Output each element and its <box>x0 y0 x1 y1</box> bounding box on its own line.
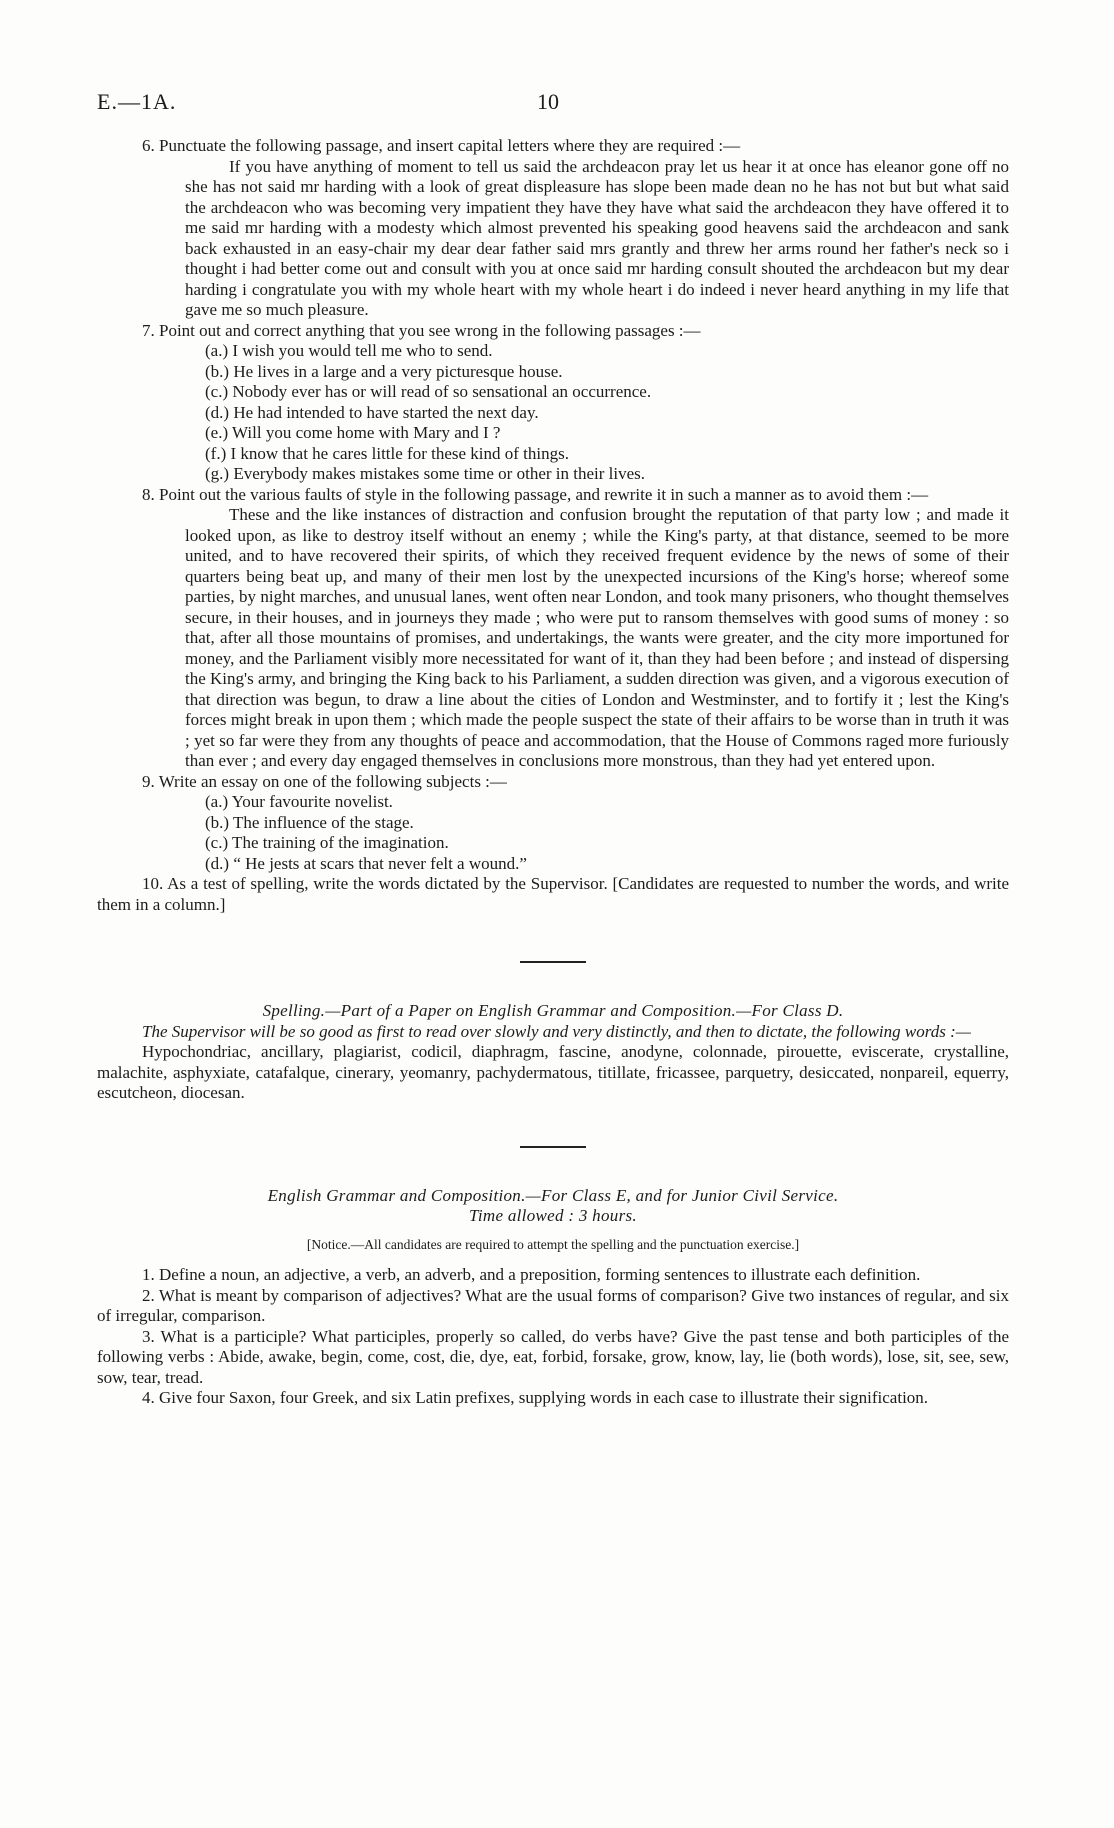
question-7-item-f: (f.) I know that he cares little for these kind of things. <box>205 443 569 463</box>
question-9-item-b: (b.) The influence of the stage. <box>205 812 414 832</box>
class-e-section-title: English Grammar and Composition.—For Class E, and for Junior Civil Service. <box>267 1185 839 1205</box>
question-9-item-d: (d.) “ He jests at scars that never felt a wound.” <box>205 853 527 873</box>
spelling-word-list: Hypochondriac, ancillary, plagiarist, codicil, diaphragm, fascine, anodyne, colonnade, pirouette, eviscerate, crystalline, malachite, asphyxiate, catafalque, cinerary, yeomanry, pachydermatous, titillate, fricassee, parquetry, desiccated, nonpareil, equerry, escutcheon, diocesan. <box>97 1042 1009 1102</box>
document-code: E.—1A. <box>97 89 177 114</box>
class-e-question-2: 2. What is meant by comparison of adjectives? What are the usual forms of comparison? Give two instances of regular, and six of irregular, comparison. <box>97 1285 1009 1325</box>
question-7-item-e: (e.) Will you come home with Mary and I ? <box>205 423 501 442</box>
time-allowed: Time allowed : 3 hours. <box>469 1206 637 1225</box>
page-number: 10 <box>537 89 559 114</box>
class-e-question-4: 4. Give four Saxon, four Greek, and six Latin prefixes, supplying words in each case to illustrate their signification. <box>142 1388 929 1407</box>
question-7-item-a: (a.) I wish you would tell me who to send. <box>205 341 493 360</box>
question-7-item-d: (d.) He had intended to have started the next day. <box>205 402 539 422</box>
document-page <box>97 89 1009 1409</box>
question-10: 10. As a test of spelling, write the words dictated by the Supervisor. [Candidates are requested to number the words, and write them in a column.] <box>97 874 1009 914</box>
question-7-item-b: (b.) He lives in a large and a very picturesque house. <box>205 361 563 381</box>
question-9-item-c: (c.) The training of the imagination. <box>205 833 449 852</box>
spelling-section-intro: The Supervisor will be so good as first to read over slowly and very distinctly, and then to dictate, the following words :— <box>142 1021 971 1041</box>
question-9-item-a: (a.) Your favourite novelist. <box>205 792 393 811</box>
class-e-question-3: 3. What is a participle? What participles, properly so called, do verbs have? Give the past tense and both participles of the following verbs : Abide, awake, begin, come, cost, die, dye, eat, forbid, forsake, grow, know, lay, lie (both words), lose, sit, see, sew, sow, tear, tread. <box>97 1326 1009 1387</box>
question-7-item-c: (c.) Nobody ever has or will read of so sensational an occurrence. <box>205 382 652 401</box>
question-6-passage: If you have anything of moment to tell us said the archdeacon pray let us hear it at once has eleanor gone off no she has not said mr harding with a look of great displeasure has slope been made dean no he has not but but what said the archdeacon who was becoming very impatient they have they have what said the archdeacon they have offered it to me said mr harding with a modesty which almost prevented his speaking good heavens said the archdeacon and sank back exhausted in an easy-chair my dear dear father said mrs grantly and threw her arms round her father's neck so i thought i had better come out and consult with you at once said mr harding consult shouted the archdeacon but my dear harding i congratulate you with my whole heart with my whole heart i do indeed i never heard anything in my life that gave me so much pleasure. <box>185 156 1009 319</box>
question-9: 9. Write an essay on one of the following subjects :— <box>142 771 507 791</box>
notice: [Notice.—All candidates are required to attempt the spelling and the punctuation exercise.] <box>306 1236 800 1252</box>
class-e-question-1: 1. Define a noun, an adjective, a verb, an adverb, and a preposition, forming sentences to illustrate each definition. <box>142 1265 921 1284</box>
page-header <box>97 89 1009 124</box>
question-7: 7. Point out and correct anything that you see wrong in the following passages :— <box>142 320 701 340</box>
question-7-item-g: (g.) Everybody makes mistakes some time or other in their lives. <box>205 464 646 483</box>
question-8: 8. Point out the various faults of style in the following passage, and rewrite it in such a manner as to avoid them :— <box>142 484 929 504</box>
spelling-section-title: Spelling.—Part of a Paper on English Grammar and Composition.—For Class D. <box>262 1001 844 1020</box>
question-8-passage: These and the like instances of distraction and confusion brought the reputation of that party low ; and made it looked upon, as like to destroy itself without an enemy ; while the King's party, at that distance, seemed to be more united, and to have recovered their spirits, of which they received frequent evidence by the news of some of their quarters being beat up, and many of their men lost by the unexpected incursions of the King's horse; whereof some parties, by night marches, and unusual lanes, went often near London, and took many prisoners, who thought themselves secure, in their houses, and in journeys they made ; who were put to ransom themselves with good sums of money : so that, after all those mountains of promises, and undertakings, the wants were greater, and the city more importuned for money, and the Parliament visibly more necessitated for want of it, than they had been before ; and instead of dispersing the King's army, and bringing the King back to his Parliament, a sudden direction was given, and a vigorous execution of that direction was begun, to draw a line about the cities of London and Westminster, and to fortify it ; lest the King's forces might break in upon them ; which made the people suspect the state of their affairs to be worse than in truth it was ; yet so far were they from any thoughts of peace and accommodation, that the House of Commons raged more furiously than ever ; and every day engaged themselves in conclusions more monstrous, than they had yet entered upon. <box>185 505 1009 770</box>
section-divider <box>520 1146 586 1148</box>
question-6: 6. Punctuate the following passage, and insert capital letters where they are required :— <box>142 136 741 155</box>
section-divider <box>520 961 586 963</box>
